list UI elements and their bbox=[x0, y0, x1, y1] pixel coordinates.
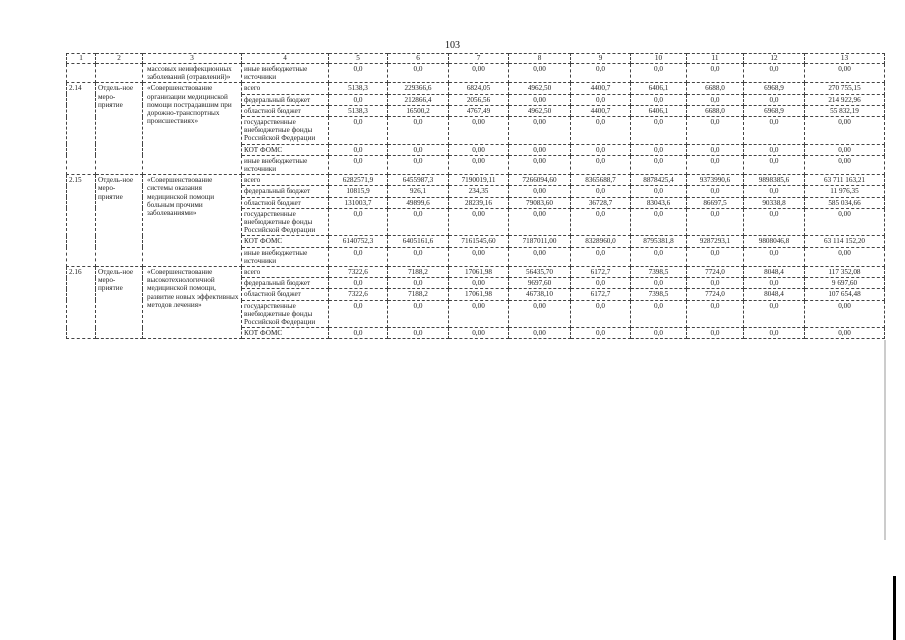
value-cell: 0,0 bbox=[631, 144, 687, 155]
value-cell: 0,0 bbox=[631, 186, 687, 197]
value-cell: 6688,0 bbox=[687, 105, 744, 116]
col-header: 12 bbox=[744, 54, 805, 64]
value-cell: 212866,4 bbox=[388, 94, 449, 105]
value-cell: 0,0 bbox=[571, 208, 631, 236]
value-cell: 0,00 bbox=[805, 144, 885, 155]
value-cell: 0,0 bbox=[687, 64, 744, 83]
col-header: 1 bbox=[67, 54, 96, 64]
value-cell: 0,00 bbox=[509, 155, 571, 174]
value-cell: 0,00 bbox=[805, 64, 885, 83]
value-cell: 0,0 bbox=[687, 278, 744, 289]
funding-source: федеральный бюджет bbox=[242, 278, 329, 289]
col-header: 2 bbox=[96, 54, 143, 64]
value-cell: 8878425,4 bbox=[631, 175, 687, 186]
value-cell: 0,0 bbox=[744, 186, 805, 197]
col-header: 6 bbox=[388, 54, 449, 64]
col-header: 13 bbox=[805, 54, 885, 64]
value-cell: 0,0 bbox=[687, 328, 744, 339]
value-cell: 6172,7 bbox=[571, 267, 631, 278]
value-cell: 90338,8 bbox=[744, 197, 805, 208]
value-cell: 0,0 bbox=[329, 328, 388, 339]
item-name: «Совершенствование системы оказания медицинской помощи больным прочими заболеваниями» bbox=[143, 175, 242, 267]
value-cell: 0,00 bbox=[509, 208, 571, 236]
value-cell: 0,0 bbox=[744, 328, 805, 339]
value-cell: 0,00 bbox=[509, 64, 571, 83]
value-cell: 0,0 bbox=[388, 64, 449, 83]
value-cell: 7322,6 bbox=[329, 289, 388, 300]
item-name: «Совершенствование организации медицинской помощи пострадавшим при дорожно-транспортных происшествиях» bbox=[143, 83, 242, 175]
value-cell: 4400,7 bbox=[571, 105, 631, 116]
value-cell: 4962,50 bbox=[509, 105, 571, 116]
value-cell: 10815,9 bbox=[329, 186, 388, 197]
value-cell: 7724,0 bbox=[687, 267, 744, 278]
value-cell: 9697,60 bbox=[509, 278, 571, 289]
value-cell: 0,0 bbox=[687, 300, 744, 328]
item-type: Отдель-ное меро-приятие bbox=[96, 83, 143, 175]
value-cell: 0,00 bbox=[805, 328, 885, 339]
value-cell: 117 352,08 bbox=[805, 267, 885, 278]
value-cell: 8328960,0 bbox=[571, 236, 631, 247]
col-header: 9 bbox=[571, 54, 631, 64]
item-name: «Совершенствование высокотехнологичной медицинской помощи, развитие новых эффективных методов лечения» bbox=[143, 267, 242, 339]
value-cell: 0,0 bbox=[388, 144, 449, 155]
funding-source: иные внебюджетные источники bbox=[242, 247, 329, 266]
value-cell: 6455987,3 bbox=[388, 175, 449, 186]
value-cell: 7188,2 bbox=[388, 289, 449, 300]
value-cell: 0,0 bbox=[388, 278, 449, 289]
value-cell: 0,0 bbox=[687, 247, 744, 266]
value-cell: 0,00 bbox=[509, 186, 571, 197]
value-cell: 0,00 bbox=[805, 117, 885, 145]
value-cell: 7188,2 bbox=[388, 267, 449, 278]
value-cell: 0,00 bbox=[509, 117, 571, 145]
funding-source: иные внебюджетные источники bbox=[242, 155, 329, 174]
funding-source: федеральный бюджет bbox=[242, 94, 329, 105]
value-cell: 0,0 bbox=[631, 300, 687, 328]
col-header: 4 bbox=[242, 54, 329, 64]
value-cell: 6406,1 bbox=[631, 105, 687, 116]
value-cell: 0,0 bbox=[571, 278, 631, 289]
value-cell: 83043,6 bbox=[631, 197, 687, 208]
item-number: 2.16 bbox=[67, 267, 96, 339]
value-cell: 0,0 bbox=[631, 328, 687, 339]
budget-table bbox=[66, 53, 885, 339]
value-cell: 0,0 bbox=[631, 94, 687, 105]
value-cell: 5138,3 bbox=[329, 83, 388, 94]
value-cell: 6172,7 bbox=[571, 289, 631, 300]
value-cell: 7266094,60 bbox=[509, 175, 571, 186]
value-cell: 4962,50 bbox=[509, 83, 571, 94]
value-cell: 214 922,96 bbox=[805, 94, 885, 105]
page-number: 103 bbox=[445, 40, 460, 51]
value-cell: 6968,9 bbox=[744, 105, 805, 116]
col-header: 7 bbox=[449, 54, 509, 64]
value-cell: 229366,6 bbox=[388, 83, 449, 94]
value-cell: 6968,9 bbox=[744, 83, 805, 94]
value-cell: 131003,7 bbox=[329, 197, 388, 208]
value-cell: 0,0 bbox=[631, 117, 687, 145]
funding-source: иные внебюджетные источники bbox=[242, 64, 329, 83]
value-cell: 0,0 bbox=[687, 94, 744, 105]
value-cell: 0,0 bbox=[744, 155, 805, 174]
item-type: Отдель-ное меро-приятие bbox=[96, 175, 143, 267]
value-cell: 49899,6 bbox=[388, 197, 449, 208]
value-cell: 234,35 bbox=[449, 186, 509, 197]
value-cell: 0,0 bbox=[744, 247, 805, 266]
value-cell: 0,00 bbox=[449, 328, 509, 339]
funding-source: всего bbox=[242, 83, 329, 94]
value-cell: 107 654,48 bbox=[805, 289, 885, 300]
item-number: 2.14 bbox=[67, 83, 96, 175]
value-cell: 0,0 bbox=[329, 300, 388, 328]
funding-source: КОТ ФОМС bbox=[242, 328, 329, 339]
value-cell: 0,0 bbox=[329, 208, 388, 236]
value-cell: 46738,10 bbox=[509, 289, 571, 300]
value-cell: 0,0 bbox=[329, 94, 388, 105]
funding-source: областной бюджет bbox=[242, 289, 329, 300]
value-cell: 56435,70 bbox=[509, 267, 571, 278]
scan-edge-bar bbox=[893, 576, 896, 640]
value-cell: 270 755,15 bbox=[805, 83, 885, 94]
item-number: 2.15 bbox=[67, 175, 96, 267]
value-cell: 8365688,7 bbox=[571, 175, 631, 186]
value-cell: 0,0 bbox=[329, 117, 388, 145]
value-cell: 0,0 bbox=[571, 247, 631, 266]
value-cell: 4400,7 bbox=[571, 83, 631, 94]
value-cell: 7190019,11 bbox=[449, 175, 509, 186]
value-cell: 8048,4 bbox=[744, 267, 805, 278]
value-cell: 7187011,00 bbox=[509, 236, 571, 247]
value-cell: 0,00 bbox=[449, 144, 509, 155]
value-cell: 0,0 bbox=[388, 300, 449, 328]
value-cell: 86697,5 bbox=[687, 197, 744, 208]
funding-source: областной бюджет bbox=[242, 105, 329, 116]
value-cell: 7398,5 bbox=[631, 289, 687, 300]
value-cell: 8795381,8 bbox=[631, 236, 687, 247]
value-cell: 0,00 bbox=[509, 328, 571, 339]
value-cell: 9287293,1 bbox=[687, 236, 744, 247]
value-cell: 0,0 bbox=[631, 155, 687, 174]
value-cell: 0,0 bbox=[687, 186, 744, 197]
col-header: 3 bbox=[143, 54, 242, 64]
value-cell: 0,0 bbox=[329, 278, 388, 289]
value-cell: 0,00 bbox=[509, 144, 571, 155]
value-cell: 28239,16 bbox=[449, 197, 509, 208]
value-cell: 63 114 152,20 bbox=[805, 236, 885, 247]
value-cell: 6688,0 bbox=[687, 83, 744, 94]
value-cell: 0,0 bbox=[687, 155, 744, 174]
col-header: 5 bbox=[329, 54, 388, 64]
funding-source: государственные внебюджетные фонды Российской Федерации bbox=[242, 208, 329, 236]
value-cell: 0,0 bbox=[571, 300, 631, 328]
value-cell: 4767,49 bbox=[449, 105, 509, 116]
value-cell: 79083,60 bbox=[509, 197, 571, 208]
table-row bbox=[67, 64, 885, 83]
value-cell: 63 711 163,21 bbox=[805, 175, 885, 186]
value-cell: 0,0 bbox=[571, 186, 631, 197]
value-cell: 8048,4 bbox=[744, 289, 805, 300]
column-number-row bbox=[67, 54, 885, 64]
funding-source: областной бюджет bbox=[242, 197, 329, 208]
funding-source: государственные внебюджетные фонды Российской Федерации bbox=[242, 117, 329, 145]
value-cell: 0,0 bbox=[744, 117, 805, 145]
value-cell: 0,0 bbox=[631, 64, 687, 83]
value-cell: 17061,98 bbox=[449, 267, 509, 278]
funding-source: государственные внебюджетные фонды Российской Федерации bbox=[242, 300, 329, 328]
value-cell: 0,00 bbox=[805, 300, 885, 328]
table-row bbox=[67, 267, 885, 278]
funding-source: КОТ ФОМС bbox=[242, 144, 329, 155]
value-cell: 36728,7 bbox=[571, 197, 631, 208]
value-cell: 0,0 bbox=[329, 144, 388, 155]
value-cell: 2056,56 bbox=[449, 94, 509, 105]
item-name: массовых неинфекционных заболеваний (отравлений)» bbox=[143, 64, 242, 83]
scan-edge bbox=[884, 340, 886, 540]
value-cell: 0,0 bbox=[571, 155, 631, 174]
value-cell: 0,00 bbox=[449, 208, 509, 236]
value-cell: 5138,3 bbox=[329, 105, 388, 116]
value-cell: 0,0 bbox=[571, 64, 631, 83]
funding-source: всего bbox=[242, 175, 329, 186]
funding-source: всего bbox=[242, 267, 329, 278]
value-cell: 0,0 bbox=[631, 208, 687, 236]
value-cell: 585 034,66 bbox=[805, 197, 885, 208]
value-cell: 0,00 bbox=[805, 247, 885, 266]
col-header: 10 bbox=[631, 54, 687, 64]
table-body bbox=[67, 64, 885, 339]
value-cell: 0,00 bbox=[449, 247, 509, 266]
value-cell: 0,0 bbox=[744, 278, 805, 289]
value-cell: 0,0 bbox=[329, 247, 388, 266]
value-cell: 0,0 bbox=[388, 247, 449, 266]
value-cell: 0,00 bbox=[449, 64, 509, 83]
item-type: Отдель-ное меро-приятие bbox=[96, 267, 143, 339]
value-cell: 7161545,60 bbox=[449, 236, 509, 247]
value-cell: 6824,05 bbox=[449, 83, 509, 94]
value-cell: 0,0 bbox=[687, 144, 744, 155]
value-cell: 0,00 bbox=[805, 208, 885, 236]
value-cell: 0,0 bbox=[388, 155, 449, 174]
value-cell: 0,0 bbox=[388, 208, 449, 236]
value-cell: 0,00 bbox=[449, 278, 509, 289]
value-cell: 6406,1 bbox=[631, 83, 687, 94]
value-cell: 0,0 bbox=[744, 208, 805, 236]
value-cell: 0,0 bbox=[571, 144, 631, 155]
value-cell: 0,0 bbox=[687, 117, 744, 145]
value-cell: 0,0 bbox=[388, 117, 449, 145]
value-cell: 17061,98 bbox=[449, 289, 509, 300]
item-type bbox=[96, 64, 143, 83]
value-cell: 6140752,3 bbox=[329, 236, 388, 247]
value-cell: 11 976,35 bbox=[805, 186, 885, 197]
value-cell: 0,0 bbox=[744, 144, 805, 155]
value-cell: 6405161,6 bbox=[388, 236, 449, 247]
value-cell: 0,00 bbox=[509, 94, 571, 105]
col-header: 8 bbox=[509, 54, 571, 64]
value-cell: 0,00 bbox=[449, 300, 509, 328]
value-cell: 7322,6 bbox=[329, 267, 388, 278]
value-cell: 0,0 bbox=[388, 328, 449, 339]
value-cell: 0,0 bbox=[744, 300, 805, 328]
table-row bbox=[67, 83, 885, 94]
value-cell: 0,0 bbox=[744, 94, 805, 105]
value-cell: 0,0 bbox=[329, 155, 388, 174]
value-cell: 0,00 bbox=[805, 155, 885, 174]
value-cell: 0,0 bbox=[571, 117, 631, 145]
funding-source: КОТ ФОМС bbox=[242, 236, 329, 247]
value-cell: 0,0 bbox=[631, 278, 687, 289]
value-cell: 0,0 bbox=[571, 328, 631, 339]
value-cell: 0,0 bbox=[329, 64, 388, 83]
col-header: 11 bbox=[687, 54, 744, 64]
item-number bbox=[67, 64, 96, 83]
funding-source: федеральный бюджет bbox=[242, 186, 329, 197]
value-cell: 0,00 bbox=[509, 300, 571, 328]
value-cell: 9808046,8 bbox=[744, 236, 805, 247]
value-cell: 0,00 bbox=[509, 247, 571, 266]
value-cell: 926,1 bbox=[388, 186, 449, 197]
table-row bbox=[67, 175, 885, 186]
value-cell: 9 697,60 bbox=[805, 278, 885, 289]
value-cell: 16500,2 bbox=[388, 105, 449, 116]
value-cell: 0,0 bbox=[687, 208, 744, 236]
value-cell: 0,00 bbox=[449, 155, 509, 174]
value-cell: 6282571,9 bbox=[329, 175, 388, 186]
value-cell: 0,0 bbox=[571, 94, 631, 105]
value-cell: 0,00 bbox=[449, 117, 509, 145]
value-cell: 7724,0 bbox=[687, 289, 744, 300]
value-cell: 0,0 bbox=[744, 64, 805, 83]
value-cell: 9898385,6 bbox=[744, 175, 805, 186]
value-cell: 55 832,19 bbox=[805, 105, 885, 116]
value-cell: 7398,5 bbox=[631, 267, 687, 278]
value-cell: 0,0 bbox=[631, 247, 687, 266]
value-cell: 9373990,6 bbox=[687, 175, 744, 186]
